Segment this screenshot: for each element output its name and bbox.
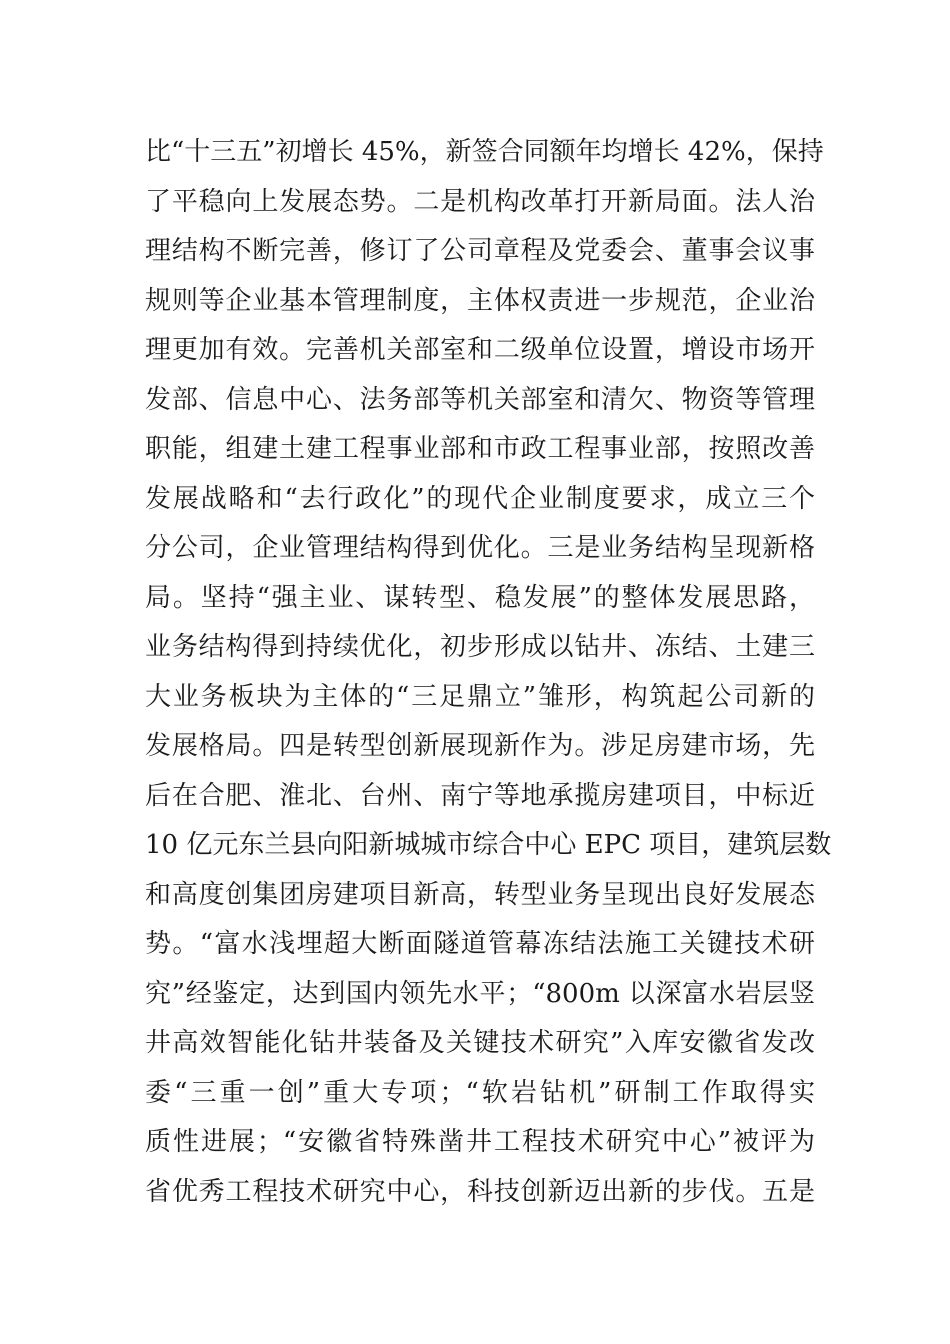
text-line: 比“十三五”初增长 45%，新签合同额年均增长 42%，保持 (145, 137, 824, 167)
text-line: 发部、信息中心、法务部等机关部室和清欠、物资等管理 (145, 384, 815, 415)
text-line: 发展战略和“去行政化”的现代企业制度要求，成立三个 (145, 483, 815, 514)
body-paragraph (145, 128, 832, 1217)
text-line: 理结构不断完善，修订了公司章程及党委会、董事会议事 (145, 236, 815, 266)
text-line: 职能，组建土建工程事业部和市政工程事业部，按照改善 (145, 434, 815, 464)
text-line: 势。“富水浅埋超大断面隧道管幕冻结法施工关键技术研 (145, 929, 815, 959)
text-line: 了平稳向上发展态势。二是机构改革打开新局面。法人治 (145, 186, 815, 217)
text-line: 规则等企业基本管理制度，主体权责进一步规范，企业治 (145, 285, 815, 316)
text-line: 省优秀工程技术研究中心，科技创新迈出新的步伐。五是 (145, 1176, 815, 1207)
text-line: 业务结构得到持续优化，初步形成以钻井、冻结、土建三 (145, 632, 815, 662)
text-line: 局。坚持“强主业、谋转型、稳发展”的整体发展思路， (145, 582, 815, 613)
text-line: 发展格局。四是转型创新展现新作为。涉足房建市场，先 (145, 731, 815, 761)
text-line: 究”经鉴定，达到国内领先水平；“800m 以深富水岩层竖 (145, 978, 815, 1009)
text-line: 井高效智能化钻井装备及关键技术研究”入库安徽省发改 (145, 1028, 815, 1058)
text-line: 和高度创集团房建项目新高，转型业务呈现出良好发展态 (145, 879, 815, 910)
text-line: 10 亿元东兰县向阳新城城市综合中心 EPC 项目，建筑层数 (145, 830, 832, 860)
text-line: 理更加有效。完善机关部室和二级单位设置，增设市场开 (145, 335, 815, 365)
text-line: 质性进展；“安徽省特殊凿井工程技术研究中心”被评为 (145, 1127, 815, 1157)
text-line: 委“三重一创”重大专项；“软岩钻机”研制工作取得实 (145, 1077, 815, 1108)
text-line: 大业务板块为主体的“三足鼎立”雏形，构筑起公司新的 (145, 681, 815, 712)
text-line: 后在合肥、淮北、台州、南宁等地承揽房建项目，中标近 (145, 780, 815, 811)
text-line: 分公司，企业管理结构得到优化。三是业务结构呈现新格 (145, 533, 815, 563)
